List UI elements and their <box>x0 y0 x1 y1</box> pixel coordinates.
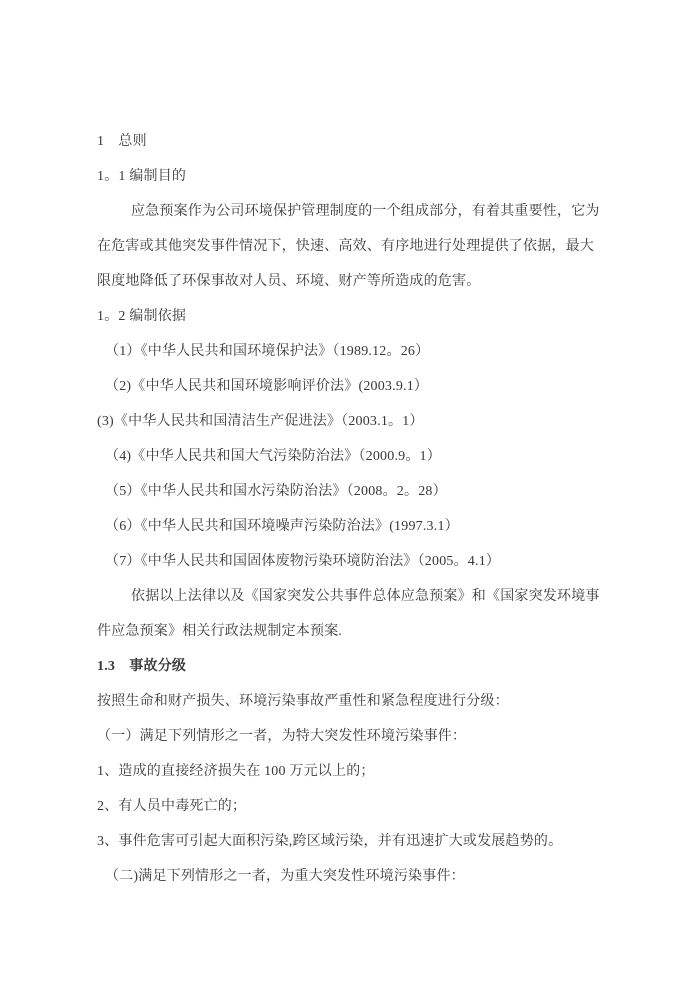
level1-heading: （一）满足下列情形之一者，为特大突发性环境污染事件： <box>97 729 467 744</box>
section-heading-1-2: 1。2 编制依据 <box>97 309 187 324</box>
law-item-4: （4)《中华人民共和国大气污染防治法》（2000.9。1） <box>105 449 441 464</box>
basis-paragraph-line-1: 依据以上法律以及《国家突发公共事件总体应急预案》和《国家突发环境事 <box>131 589 600 604</box>
purpose-paragraph-line-1: 应急预案作为公司环境保护管理制度的一个组成部分，有着其重要性，它为 <box>131 204 600 219</box>
law-item-2: （2)《中华人民共和国环境影响评价法》(2003.9.1） <box>105 379 429 394</box>
level1-item-1: 1、造成的直接经济损失在 100 万元以上的； <box>97 764 375 779</box>
level1-item-3: 3、事件危害可引起大面积污染,跨区域污染，并有迅速扩大或发展趋势的。 <box>97 834 563 849</box>
level1-item-2: 2、有人员中毒死亡的； <box>97 799 247 814</box>
law-item-1: （1）《中华人民共和国环境保护法》（1989.12。26） <box>105 344 430 359</box>
level2-heading: （二)满足下列情形之一者，为重大突发性环境污染事件： <box>105 869 465 884</box>
law-item-3: (3)《中华人民共和国清洁生产促进法》（2003.1。1） <box>97 414 424 429</box>
law-item-5: （5）《中华人民共和国水污染防治法》（2008。2。28） <box>105 484 447 499</box>
purpose-paragraph-line-3: 限度地降低了环保事故对人员、环境、财产等所造成的危害。 <box>97 274 481 289</box>
grading-intro: 按照生命和财产损失、环境污染事故严重性和紧急程度进行分级： <box>97 694 509 709</box>
document-content <box>97 124 637 894</box>
purpose-paragraph-line-2: 在危害或其他突发事件情况下，快速、高效、有序地进行处理提供了依据，最大 <box>97 239 594 254</box>
section-heading-1-1: 1。1 编制目的 <box>97 169 187 184</box>
law-item-6: （6）《中华人民共和国环境噪声污染防治法》(1997.3.1） <box>105 519 459 534</box>
basis-paragraph-line-2: 件应急预案》相关行政法规制定本预案. <box>97 624 343 639</box>
law-item-7: （7）《中华人民共和国固体废物污染环境防治法》（2005。4.1） <box>105 554 501 569</box>
section-heading-1-3: 1.3 事故分级 <box>97 659 187 674</box>
section-heading-1: 1 总则 <box>97 134 147 149</box>
